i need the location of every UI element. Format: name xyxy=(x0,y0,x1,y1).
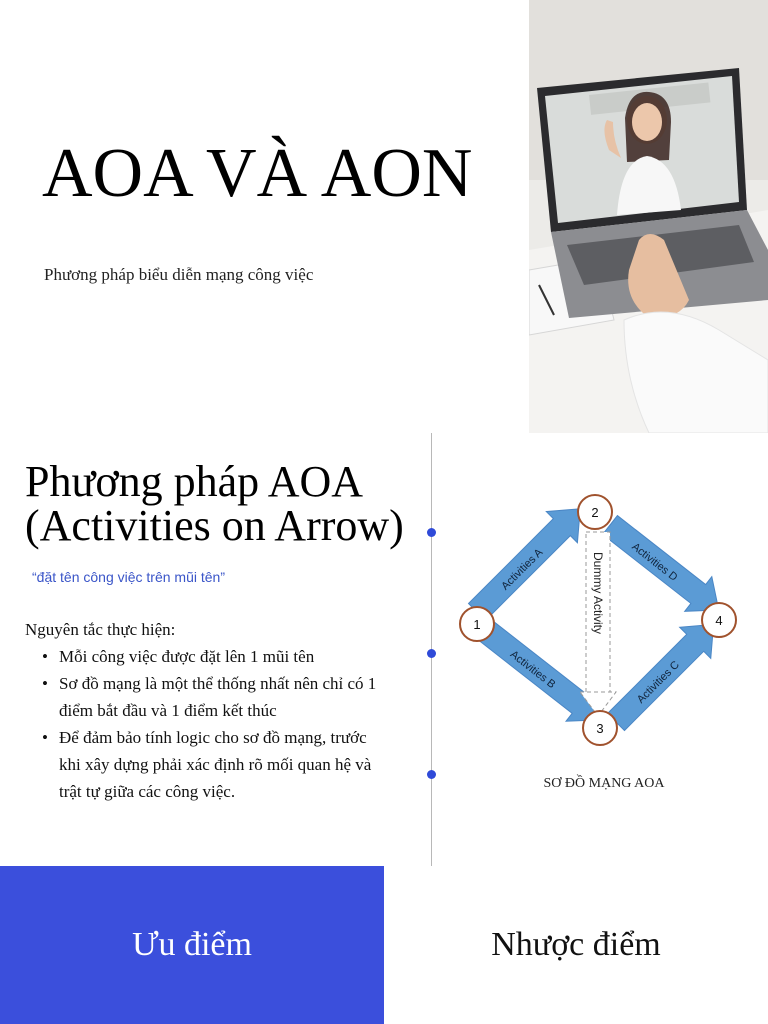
node-1-label: 1 xyxy=(473,617,481,632)
diagram-caption: SƠ ĐỒ MẠNG AOA xyxy=(543,776,665,791)
activity-d-label: Activities D xyxy=(629,540,680,584)
timeline-dot xyxy=(427,649,436,658)
section-tagline: “đặt tên công việc trên mũi tên” xyxy=(32,569,225,585)
rule-item: • Mỗi công việc được đặt lên 1 mũi tên xyxy=(42,643,387,670)
activity-c-label: Activities C xyxy=(634,658,682,706)
dummy-activity-label: Dummy Activity xyxy=(591,552,605,635)
dummy-activity-arrow xyxy=(580,532,616,716)
cons-heading: Nhược điểm xyxy=(491,926,661,963)
node-2 xyxy=(578,495,612,529)
node-2-label: 2 xyxy=(591,505,599,520)
activity-a-label: Activities A xyxy=(499,546,546,593)
rule-item: • Để đảm bảo tính logic cho sơ đồ mạng, trước khi xây dựng phải xác định rõ mối quan hệ và trật tự giữa các công việc. xyxy=(42,724,387,805)
node-1 xyxy=(460,607,494,641)
section-title: Phương pháp AOA (Activities on Arrow) xyxy=(25,457,404,550)
slide-subtitle: Phương pháp biểu diễn mạng công việc xyxy=(44,265,314,284)
aoa-network-diagram xyxy=(440,480,768,760)
slide-title: AOA VÀ AON xyxy=(42,135,473,212)
node-3 xyxy=(583,711,617,745)
pros-panel xyxy=(0,866,384,1024)
laptop-video-call-photo xyxy=(529,0,768,433)
cons-panel xyxy=(384,866,768,1024)
node-4 xyxy=(702,603,736,637)
timeline-dot xyxy=(427,528,436,537)
pros-heading: Ưu điểm xyxy=(132,926,252,963)
rule-item: • Sơ đồ mạng là một thể thống nhất nên chỉ có 1 điểm bắt đầu và 1 điểm kết thúc xyxy=(42,670,387,724)
rules-list xyxy=(42,643,387,805)
activity-b-label: Activities B xyxy=(507,648,558,692)
node-4-label: 4 xyxy=(715,613,723,628)
timeline-dot xyxy=(427,770,436,779)
rules-heading: Nguyên tắc thực hiện: xyxy=(25,620,176,639)
node-3-label: 3 xyxy=(596,721,604,736)
